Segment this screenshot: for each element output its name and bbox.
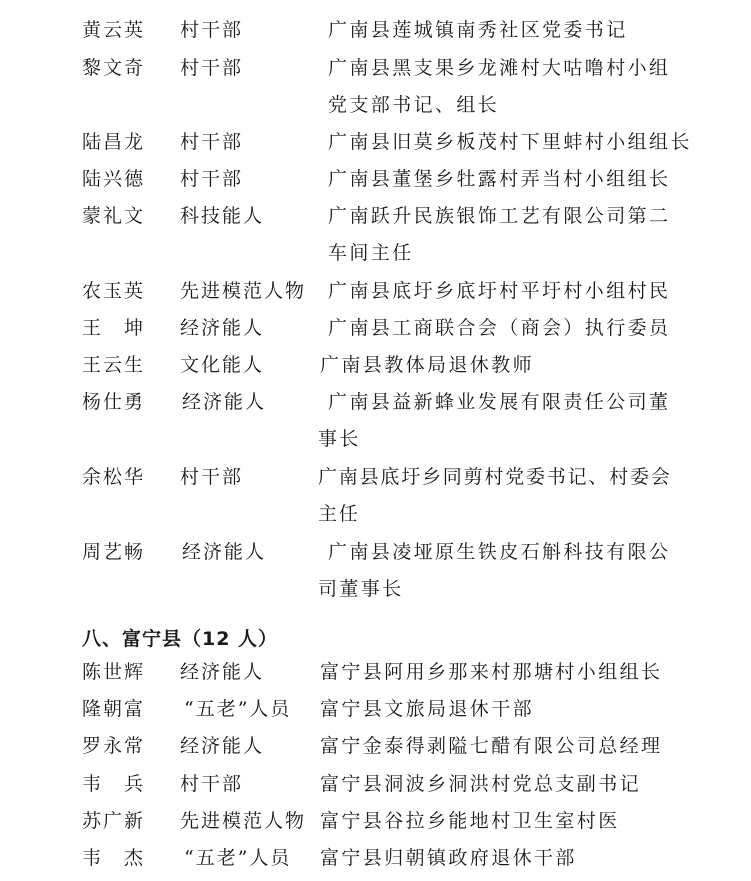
person-name: 罗永常 <box>82 735 146 757</box>
position-line: 广南县益新蜂业发展有限责任公司董 <box>328 391 671 413</box>
position-line: 广南县旧莫乡板茂村下里蚌村小组组长 <box>328 131 692 153</box>
position-line-continued: 司董事长 <box>318 578 404 600</box>
person-position <box>320 848 577 868</box>
person-category: 经济能人 <box>180 735 265 757</box>
position-line-continued: 主任 <box>318 503 360 525</box>
person-name: 陆兴德 <box>82 168 146 190</box>
position-line: 富宁县阿用乡那来村那塘村小组组长 <box>320 661 663 683</box>
person-position <box>320 811 620 831</box>
person-position <box>328 57 671 116</box>
position-line: 广南县底圩乡同剪村党委书记、村委会 <box>318 466 672 488</box>
person-category: 村干部 <box>180 773 244 795</box>
person-name: 蒙礼文 <box>82 205 146 227</box>
position-line-continued: 党支部书记、组长 <box>328 94 500 116</box>
position-line: 广南跃升民族银饰工艺有限公司第二 <box>328 205 671 227</box>
person-category: 先进模范人物 <box>180 810 307 832</box>
person-name: 苏广新 <box>82 810 146 832</box>
person-name: 黄云英 <box>82 19 146 41</box>
person-category: “五老”人员 <box>184 698 292 720</box>
person-position <box>318 541 671 600</box>
person-category: 村干部 <box>180 57 244 79</box>
person-name: 陈世辉 <box>82 661 146 683</box>
position-line: 广南县黑支果乡龙滩村大咕噜村小组 <box>328 57 671 79</box>
position-line: 广南县莲城镇南秀社区党委书记 <box>328 19 628 41</box>
person-category: 村干部 <box>180 168 244 190</box>
person-name: 韦 兵 <box>82 773 146 795</box>
section-heading: 八、富宁县（12 人） <box>82 628 279 650</box>
person-position <box>328 132 692 152</box>
position-line: 广南县董堡乡牡露村弄当村小组组长 <box>328 168 671 190</box>
person-category: 文化能人 <box>180 354 265 376</box>
person-category: 经济能人 <box>180 661 265 683</box>
person-position <box>328 169 670 189</box>
person-category: 村干部 <box>180 131 244 153</box>
position-line: 富宁县归朝镇政府退休干部 <box>320 847 577 869</box>
position-line: 富宁县文旅局退休干部 <box>320 698 535 720</box>
person-name: 黎文奇 <box>82 57 146 79</box>
position-line-continued: 车间主任 <box>328 242 414 264</box>
person-position <box>328 20 628 40</box>
person-name: 王云生 <box>82 354 146 376</box>
person-position <box>328 205 671 264</box>
person-name: 周艺畅 <box>82 541 146 563</box>
position-line: 富宁金泰得剥隘七醋有限公司总经理 <box>320 735 663 757</box>
person-category: 经济能人 <box>182 391 267 413</box>
person-name: 余松华 <box>82 466 146 488</box>
person-position <box>318 391 671 450</box>
position-line: 广南县教体局退休教师 <box>320 354 535 376</box>
person-category: 村干部 <box>180 466 244 488</box>
position-line: 富宁县洞波乡洞洪村党总支副书记 <box>320 773 642 795</box>
position-line: 富宁县谷拉乡能地村卫生室村医 <box>320 810 620 832</box>
position-line-continued: 事长 <box>318 428 361 450</box>
position-line: 广南县凌垭原生铁皮石斛科技有限公 <box>328 541 671 563</box>
person-position <box>320 736 662 756</box>
person-name: 王 坤 <box>82 317 146 339</box>
person-category: 先进模范人物 <box>180 280 307 302</box>
person-category: “五老”人员 <box>184 847 292 869</box>
person-name: 杨仕勇 <box>82 391 146 413</box>
person-position <box>328 281 670 301</box>
position-line: 广南县工商联合会（商会）执行委员 <box>328 317 671 339</box>
person-category: 村干部 <box>180 19 244 41</box>
person-name: 隆朝富 <box>82 698 146 720</box>
person-position <box>320 355 534 375</box>
person-position <box>320 774 641 794</box>
person-position <box>320 662 662 682</box>
person-name: 韦 杰 <box>82 847 146 869</box>
person-position <box>328 318 670 338</box>
person-name: 陆昌龙 <box>82 131 146 153</box>
person-category: 经济能人 <box>180 317 265 339</box>
person-category: 科技能人 <box>180 205 265 227</box>
person-position <box>318 466 672 525</box>
person-position <box>320 699 534 719</box>
person-name: 农玉英 <box>82 280 146 302</box>
person-category: 经济能人 <box>182 541 267 563</box>
position-line: 广南县底圩乡底圩村平圩村小组村民 <box>328 280 671 302</box>
